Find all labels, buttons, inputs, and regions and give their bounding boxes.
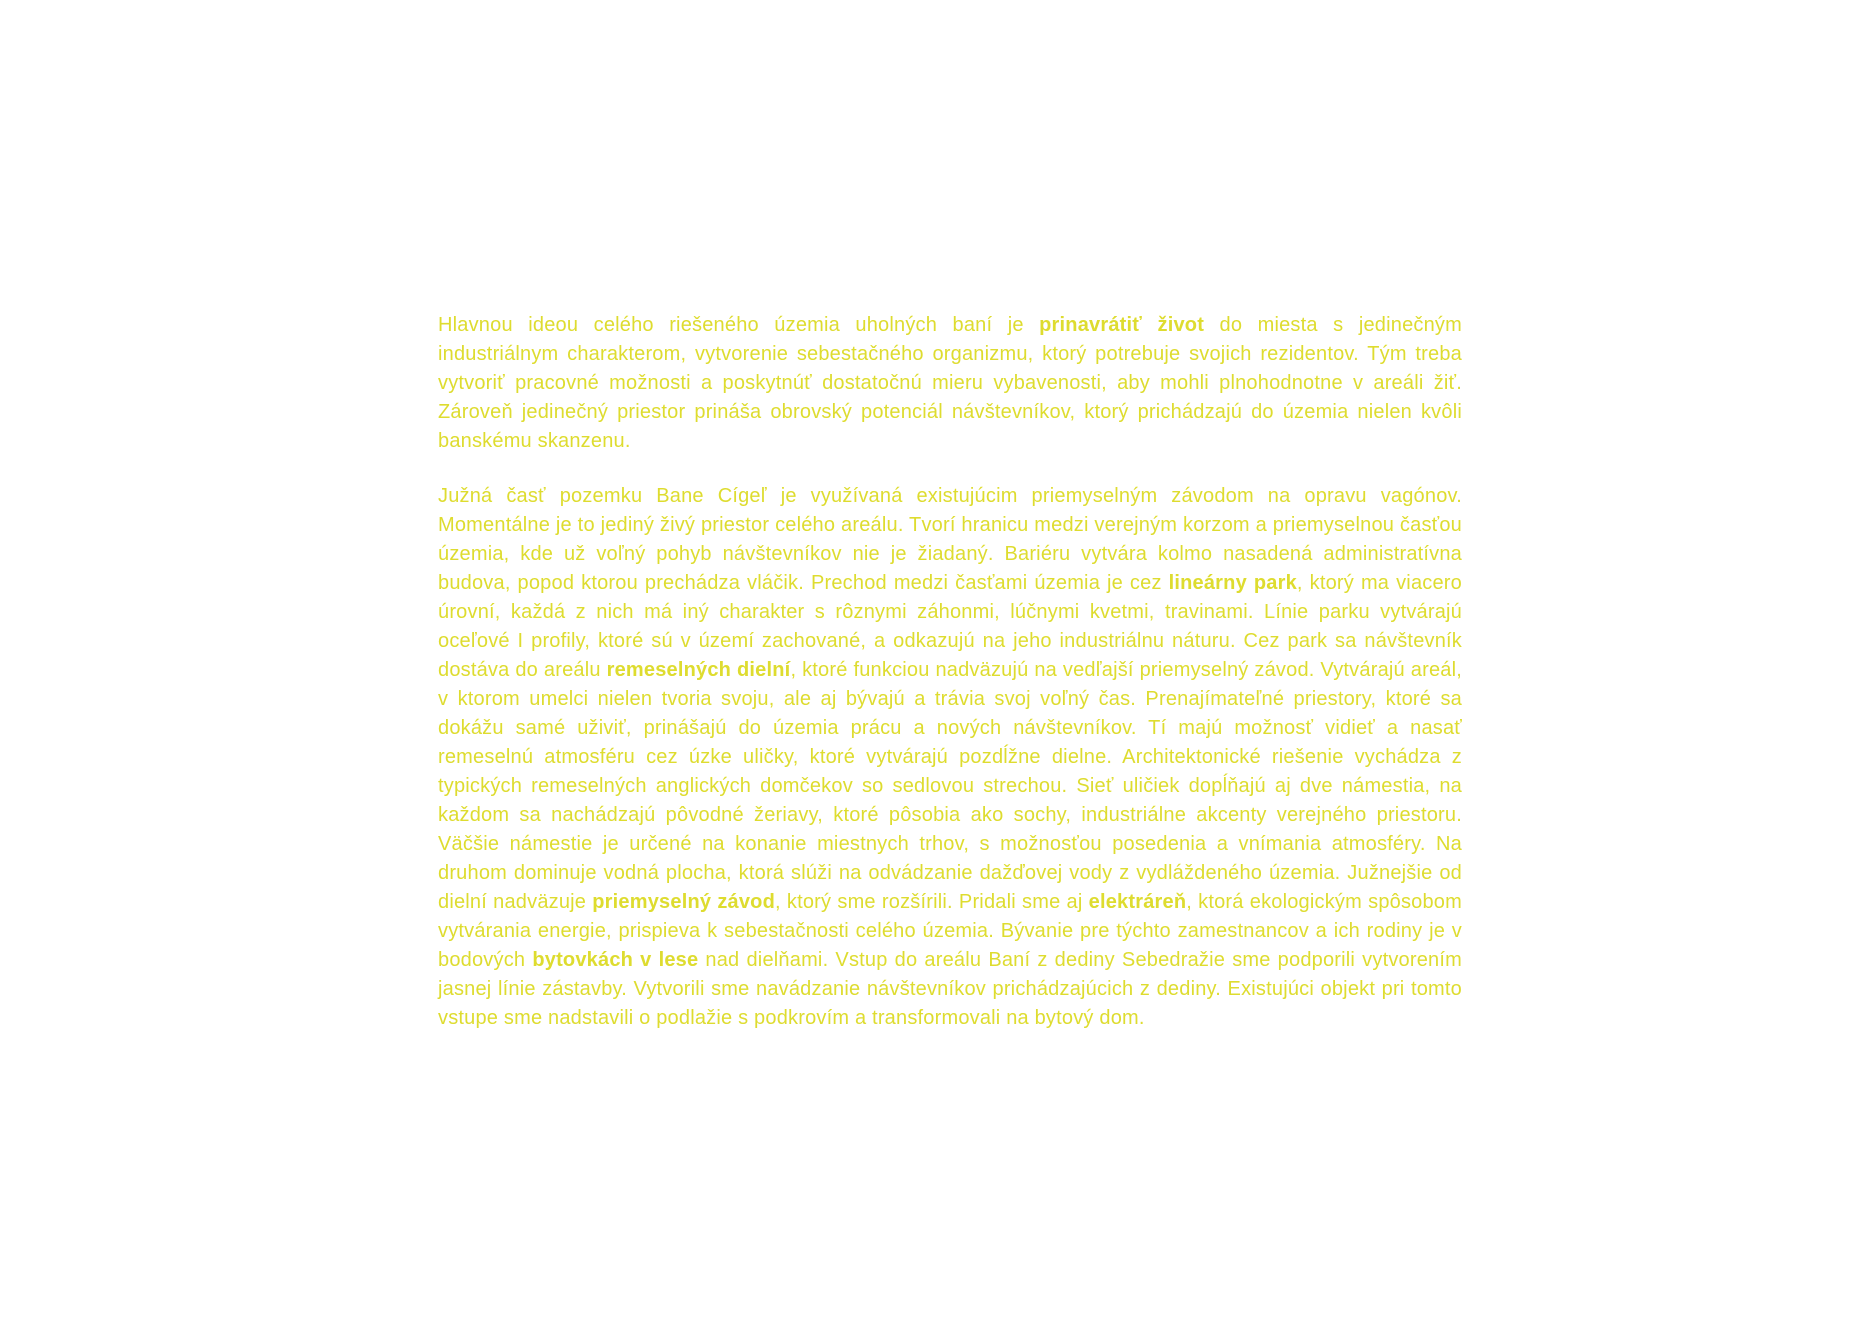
body-paragraph-intro: Hlavnou ideou celého riešeného územia uholných baní je prinavrátiť život do miesta s jedinečným industriálnym charakterom, vytvorenie sebestačného organizmu, ktorý potrebuje svojich rezidentov. Tým treba vytvoriť pracovné možnosti a poskytnúť dostatočnú mieru vybavenosti, aby mohli plnohodnotne v areáli žiť. Zároveň jedinečný priestor prináša obrovský potenciál návštevníkov, ktorý prichádzajú do územia nielen kvôli banskému skanzenu. <box>438 314 1462 452</box>
body-paragraph-detail: Južná časť pozemku Bane Cígeľ je využívaná existujúcim priemyselným závodom na opravu vagónov. Momentálne je to jediný živý priestor celého areálu. Tvorí hranicu medzi verejným korzom a priemyselnou časťou územia, kde už voľný pohyb návštevníkov nie je žiadaný. Bariéru vytvára kolmo nasadená administratívna budova, popod ktorou prechádza vláčik. Prechod medzi časťami územia je cez lineárny park, ktorý ma viacero úrovní, každá z nich má iný charakter s rôznymi záhonmi, lúčnymi kvetmi, travinami. Línie parku vytvárajú oceľové I profily, ktoré sú v území zachované, a odkazujú na jeho industriálnu náturu. Cez park sa návštevník dostáva do areálu remeselných dielní, ktoré funkciou nadväzujú na vedľajší priemyselný závod. Vytvárajú areál, v ktorom umelci nielen tvoria svoju, ale aj bývajú a trávia svoj voľný čas. Prenajímateľné priestory, ktoré sa dokážu samé uživiť, prinášajú do územia prácu a nových návštevníkov. Tí majú možnosť vidieť a nasať remeselnú atmosféru cez úzke uličky, ktoré vytvárajú pozdĺžne dielne. Architektonické riešenie vychádza z typických remeselných anglických domčekov so sedlovou strechou. Sieť uličiek dopĺňajú aj dve námestia, na každom sa nachádzajú pôvodné žeriavy, ktoré pôsobia ako sochy, industriálne akcenty verejného priestoru. Väčšie námestie je určené na konanie miestnych trhov, s možnosťou posedenia a vnímania atmosféry. Na druhom dominuje vodná plocha, ktorá slúži na odvádzanie dažďovej vody z vydláždeného územia. Južnejšie od dielní nadväzuje priemyselný závod, ktorý sme rozšírili. Pridali sme aj elektráreň, ktorá ekologickým spôsobom vytvárania energie, prispieva k sebestačnosti celého územia. Bývanie pre týchto zamestnancov a ich rodiny je v bodových bytovkách v lese nad dielňami. Vstup do areálu Baní z dediny Sebedražie sme podporili vytvorením jasnej línie zástavby. Vytvorili sme navádzanie návštevníkov prichádzajúcich z dediny. Existujúci objekt pri tomto vstupe sme nadstavili o podlažie s podkrovím a transformovali na bytový dom. <box>438 485 1462 1029</box>
project-description-text <box>438 311 1462 1033</box>
